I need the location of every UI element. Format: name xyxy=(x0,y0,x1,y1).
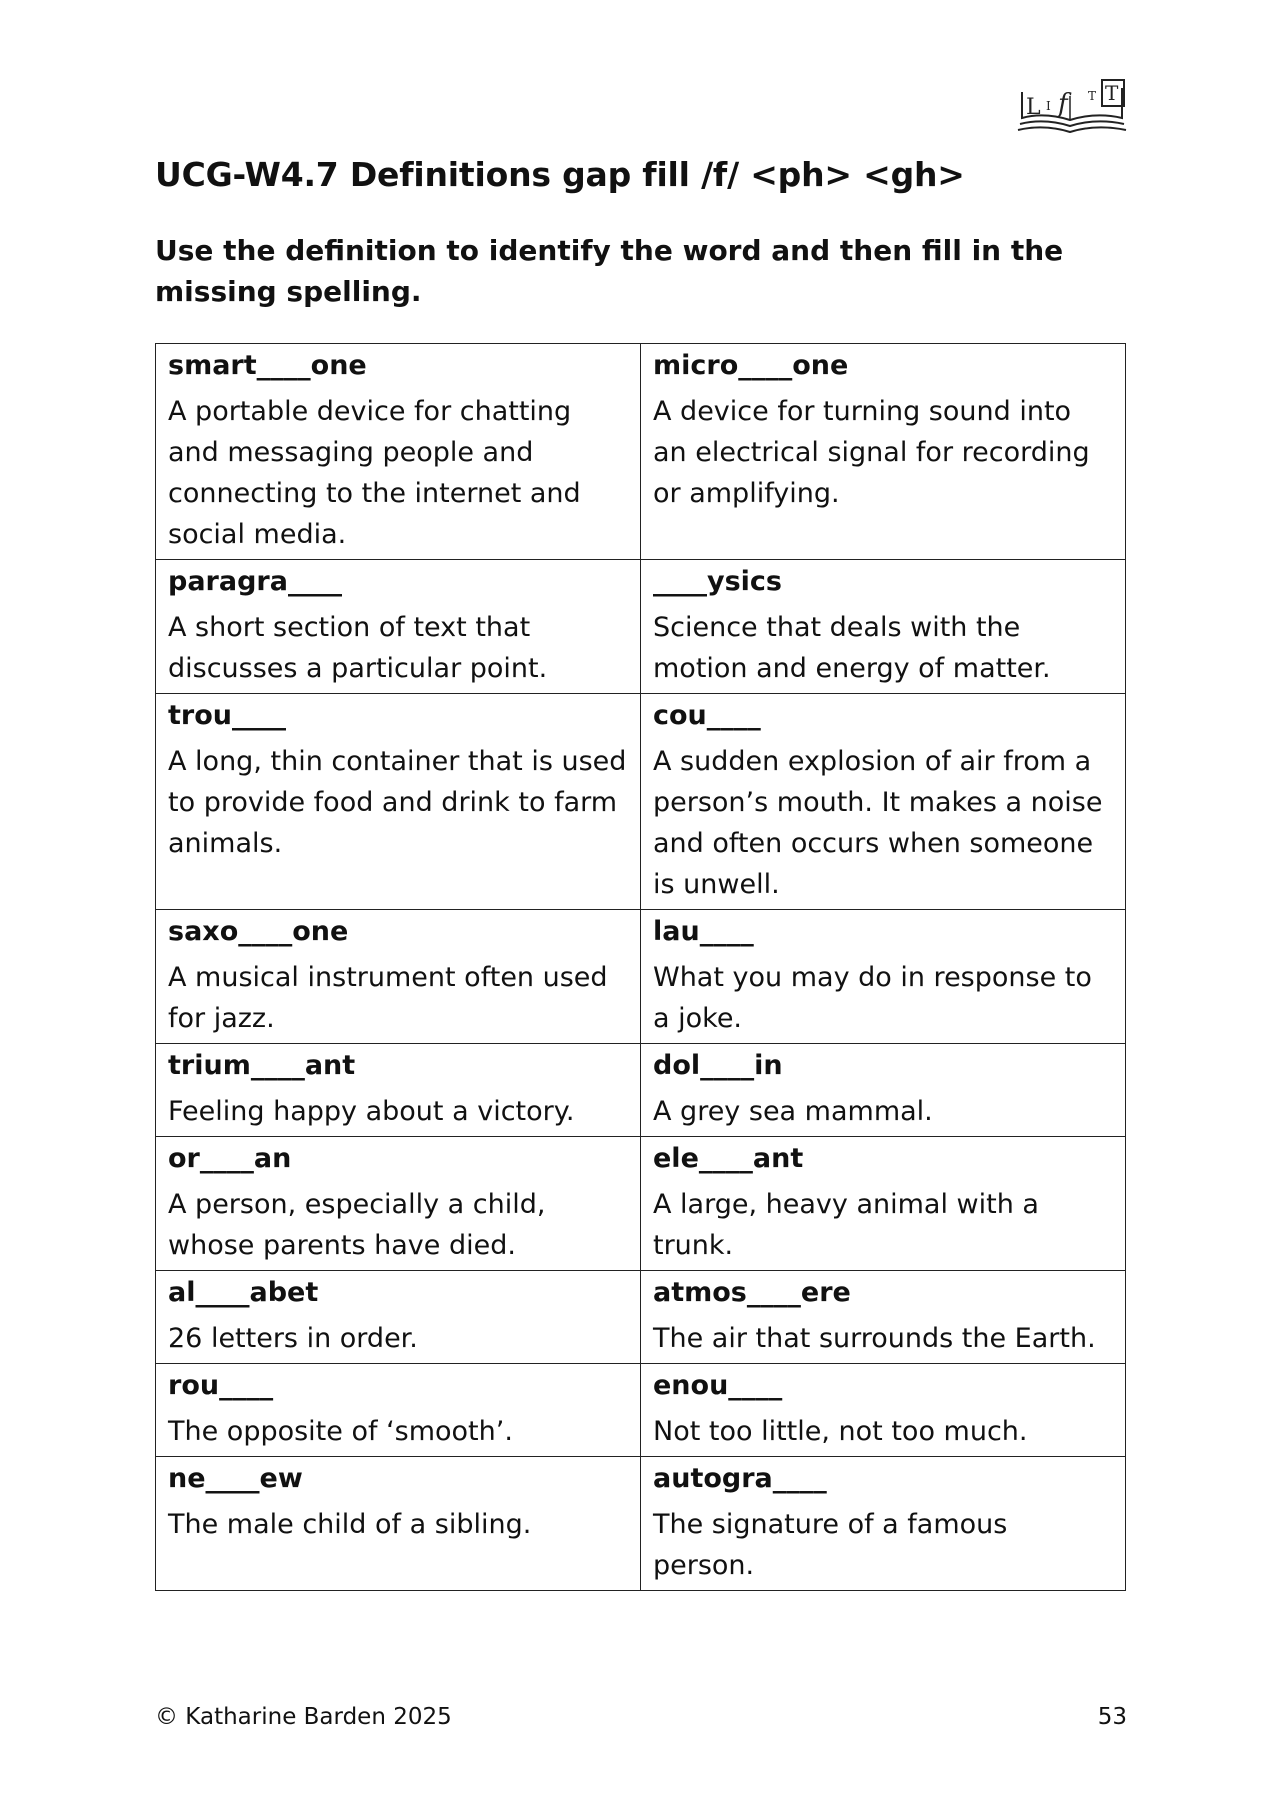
word-cell xyxy=(641,1271,1126,1364)
gap-word: lau____ xyxy=(653,916,754,947)
page-number: 53 xyxy=(1097,1704,1127,1730)
word-definition: What you may do in response to a joke. xyxy=(653,962,1092,1034)
instructions: Use the definition to identify the word and then fill in the missing spelling. xyxy=(155,234,1064,308)
gap-word: trium____ant xyxy=(168,1050,356,1081)
word-definition: Feeling happy about a victory. xyxy=(168,1096,575,1127)
word-definition: A musical instrument often used for jazz. xyxy=(168,962,608,1034)
gap-word: atmos____ere xyxy=(653,1277,851,1308)
table-row xyxy=(156,910,1126,1044)
table-row xyxy=(156,344,1126,560)
gap-word: micro____one xyxy=(653,350,849,381)
word-cell xyxy=(156,1364,641,1457)
gap-word: trou____ xyxy=(168,700,286,731)
gap-word: cou____ xyxy=(653,700,761,731)
gap-word: or____an xyxy=(168,1143,292,1174)
word-cell xyxy=(156,694,641,910)
word-definition: A sudden explosion of air from a person’s mouth. It makes a noise and often occurs when someone is unwell. xyxy=(653,746,1103,900)
liftt-logo xyxy=(1016,78,1128,140)
word-definition: A device for turning sound into an electrical signal for recording or amplifying. xyxy=(653,396,1090,509)
word-definition: Science that deals with the motion and energy of matter. xyxy=(653,612,1051,684)
word-definition: A short section of text that discusses a particular point. xyxy=(168,612,548,684)
word-cell xyxy=(641,560,1126,694)
table-row xyxy=(156,1271,1126,1364)
gap-word: paragra____ xyxy=(168,566,342,597)
word-cell xyxy=(156,910,641,1044)
word-definition: A portable device for chatting and messaging people and connecting to the internet and social media. xyxy=(168,396,581,550)
gap-word: autogra____ xyxy=(653,1463,827,1494)
word-definition: A large, heavy animal with a trunk. xyxy=(653,1189,1039,1261)
word-cell xyxy=(156,1044,641,1137)
word-definition: A grey sea mammal. xyxy=(653,1096,933,1127)
word-cell xyxy=(641,1457,1126,1591)
word-definition: The male child of a sibling. xyxy=(168,1509,532,1540)
table-row xyxy=(156,1457,1126,1591)
table-row xyxy=(156,1137,1126,1271)
word-definition: 26 letters in order. xyxy=(168,1323,418,1354)
word-cell xyxy=(156,560,641,694)
page-title: UCG-W4.7 Definitions gap fill /f/ <ph> <gh> xyxy=(155,155,965,194)
word-definition: The opposite of ‘smooth’. xyxy=(168,1416,513,1447)
word-definition: Not too little, not too much. xyxy=(653,1416,1028,1447)
gap-word: ne____ew xyxy=(168,1463,303,1494)
word-cell xyxy=(641,1044,1126,1137)
word-definition: A person, especially a child, whose parents have died. xyxy=(168,1189,546,1261)
svg-text:L: L xyxy=(1026,95,1041,120)
gap-word: ____ysics xyxy=(653,566,783,597)
word-cell xyxy=(156,1271,641,1364)
copyright: © Katharine Barden 2025 xyxy=(155,1704,452,1730)
table-row xyxy=(156,694,1126,910)
svg-text:T: T xyxy=(1105,81,1119,105)
gap-fill-table xyxy=(155,343,1126,1591)
svg-text:f: f xyxy=(1058,89,1068,119)
word-definition: A long, thin container that is used to provide food and drink to farm animals. xyxy=(168,746,627,859)
gap-word: ele____ant xyxy=(653,1143,804,1174)
table-row xyxy=(156,1044,1126,1137)
word-cell xyxy=(641,1137,1126,1271)
svg-text:I: I xyxy=(1046,99,1051,113)
svg-text:T: T xyxy=(1088,89,1097,103)
word-cell xyxy=(156,1457,641,1591)
gap-word: saxo____one xyxy=(168,916,349,947)
gap-word: smart____one xyxy=(168,350,367,381)
gap-word: enou____ xyxy=(653,1370,783,1401)
gap-word: al____abet xyxy=(168,1277,319,1308)
table-row xyxy=(156,560,1126,694)
word-definition: The signature of a famous person. xyxy=(653,1509,1008,1581)
table-row xyxy=(156,1364,1126,1457)
word-cell xyxy=(156,344,641,560)
word-cell xyxy=(156,1137,641,1271)
word-cell xyxy=(641,910,1126,1044)
word-cell xyxy=(641,694,1126,910)
word-cell xyxy=(641,1364,1126,1457)
word-definition: The air that surrounds the Earth. xyxy=(653,1323,1096,1354)
gap-word: dol____in xyxy=(653,1050,783,1081)
word-cell xyxy=(641,344,1126,560)
gap-word: rou____ xyxy=(168,1370,274,1401)
